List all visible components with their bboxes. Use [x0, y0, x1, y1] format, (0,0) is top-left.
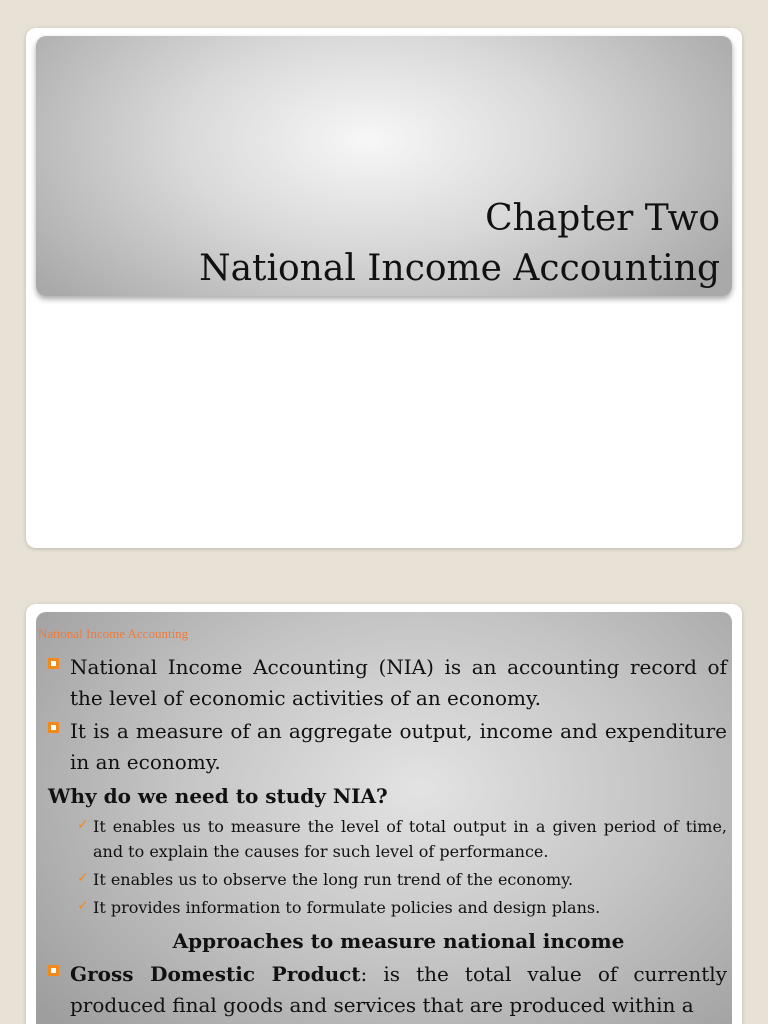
section-title: Approaches to measure national income: [172, 929, 625, 953]
checkmark-icon: ✓: [77, 870, 89, 886]
hollow-square-icon: [48, 722, 59, 733]
bullet-text: National Income Accounting (NIA) is an accounting record of the level of economic activities of an economy.: [70, 655, 727, 710]
title-line-topic: National Income Accounting: [199, 248, 720, 289]
slide-header: National Income Accounting: [38, 626, 189, 641]
gdp-definition: : is the total value of currently produced final goods and services that are produced within a: [70, 962, 727, 1017]
slide-body: [36, 652, 727, 1023]
checkmark-icon: ✓: [77, 817, 89, 833]
bullet-text: It is a measure of an aggregate output, income and expenditure in an economy.: [70, 719, 727, 774]
content-panel: [36, 612, 732, 1024]
content-slide: [26, 604, 742, 1024]
check-item: [36, 867, 727, 892]
checkmark-icon: ✓: [77, 898, 89, 914]
subheading: Why do we need to study NIA?: [48, 784, 388, 808]
check-item: [36, 895, 727, 920]
hollow-square-icon: [48, 658, 59, 669]
slide-title: [199, 194, 720, 294]
bullet-item: [36, 959, 727, 1021]
gdp-term: Gross Domestic Product: [70, 962, 361, 986]
title-slide: [26, 28, 742, 548]
hollow-square-icon: [48, 965, 59, 976]
bullet-item: [36, 716, 727, 778]
check-item: [36, 814, 727, 864]
check-text: It enables us to measure the level of total output in a given period of time, and to explain the causes for such level of performance.: [93, 817, 727, 861]
title-banner: [36, 36, 732, 296]
title-line-chapter: Chapter Two: [485, 198, 720, 239]
check-text: It enables us to observe the long run trend of the economy.: [93, 870, 574, 889]
check-text: It provides information to formulate policies and design plans.: [93, 898, 601, 917]
bullet-item: [36, 652, 727, 714]
